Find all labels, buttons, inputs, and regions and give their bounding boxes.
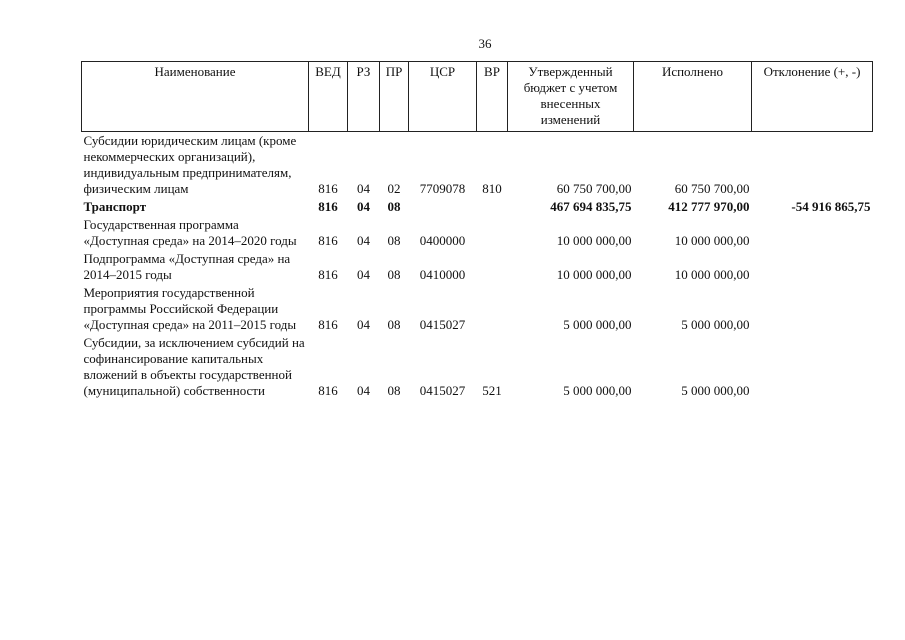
row-vr: 521 [482,383,502,398]
row-name: Субсидии юридическим лицам (кроме некоммерческих организаций), индивидуальным предпринимателям, физическим лицам [83,133,297,196]
row-approved: 10 000 000,00 [556,233,632,248]
header-ved: ВЕД [309,62,348,132]
row-rz: 04 [357,317,370,332]
row-rz: 04 [357,267,370,282]
row-ved: 816 [318,383,338,398]
header-approved: Утвержденный бюджет с учетом внесенных изменений [508,62,634,132]
row-vr [477,198,508,216]
row-deviation [752,334,873,400]
row-rz: 04 [357,199,370,214]
row-pr: 08 [387,199,401,214]
row-executed: 10 000 000,00 [674,267,750,282]
row-pr: 08 [387,233,401,248]
row-pr: 02 [387,181,401,196]
header-csr: ЦСР [409,62,477,132]
row-name: Подпрограмма «Доступная среда» на 2014–2015 годы [83,251,291,282]
page-number: 36 [478,36,492,51]
row-approved: 10 000 000,00 [556,267,632,282]
header-executed: Исполнено [634,62,752,132]
row-name: Государственная программа «Доступная среда» на 2014–2020 годы [83,217,297,248]
header-vr: ВР [477,62,508,132]
row-ved: 816 [318,317,338,332]
table-header-row [82,62,873,132]
row-approved: 5 000 000,00 [563,317,632,332]
row-approved: 467 694 835,75 [550,199,632,214]
header-pr: ПР [380,62,409,132]
table-row [82,334,873,400]
row-approved: 60 750 700,00 [556,181,632,196]
header-rz: РЗ [348,62,380,132]
table-row [82,198,873,216]
row-ved: 816 [318,181,338,196]
row-rz: 04 [357,383,370,398]
row-deviation [752,284,873,334]
row-csr: 0410000 [419,267,466,282]
row-executed: 5 000 000,00 [681,317,750,332]
row-vr [477,284,508,334]
table-row [82,284,873,334]
row-approved: 5 000 000,00 [563,383,632,398]
row-deviation [752,216,873,250]
header-deviation: Отклонение (+, -) [752,62,873,132]
row-csr: 0415027 [419,317,466,332]
row-vr [477,250,508,284]
row-name: Субсидии, за исключением субсидий на софинансирование капитальных вложений в объекты государственной (муниципальной) собственности [83,335,305,398]
row-deviation: -54 916 865,75 [791,199,871,214]
header-name: Наименование [82,62,309,132]
table-row [82,132,873,199]
row-name: Мероприятия государственной программы Российской Федерации «Доступная среда» на 2011–2015 годы [83,285,297,332]
row-ved: 816 [318,267,338,282]
row-ved: 816 [318,233,338,248]
row-deviation [752,132,873,199]
row-executed: 10 000 000,00 [674,233,750,248]
row-csr: 7709078 [419,181,466,196]
row-rz: 04 [357,233,370,248]
row-csr: 0400000 [419,233,466,248]
table-row [82,216,873,250]
row-deviation [752,250,873,284]
row-vr: 810 [482,181,502,196]
budget-table [81,61,873,400]
row-pr: 08 [387,267,401,282]
row-pr: 08 [387,383,401,398]
table-row [82,250,873,284]
row-pr: 08 [387,317,401,332]
row-executed: 60 750 700,00 [674,181,750,196]
row-csr [409,198,477,216]
row-rz: 04 [357,181,370,196]
row-csr: 0415027 [419,383,466,398]
row-ved: 816 [318,199,338,214]
row-executed: 412 777 970,00 [668,199,750,214]
row-executed: 5 000 000,00 [681,383,750,398]
row-vr [477,216,508,250]
row-name: Транспорт [83,199,147,214]
